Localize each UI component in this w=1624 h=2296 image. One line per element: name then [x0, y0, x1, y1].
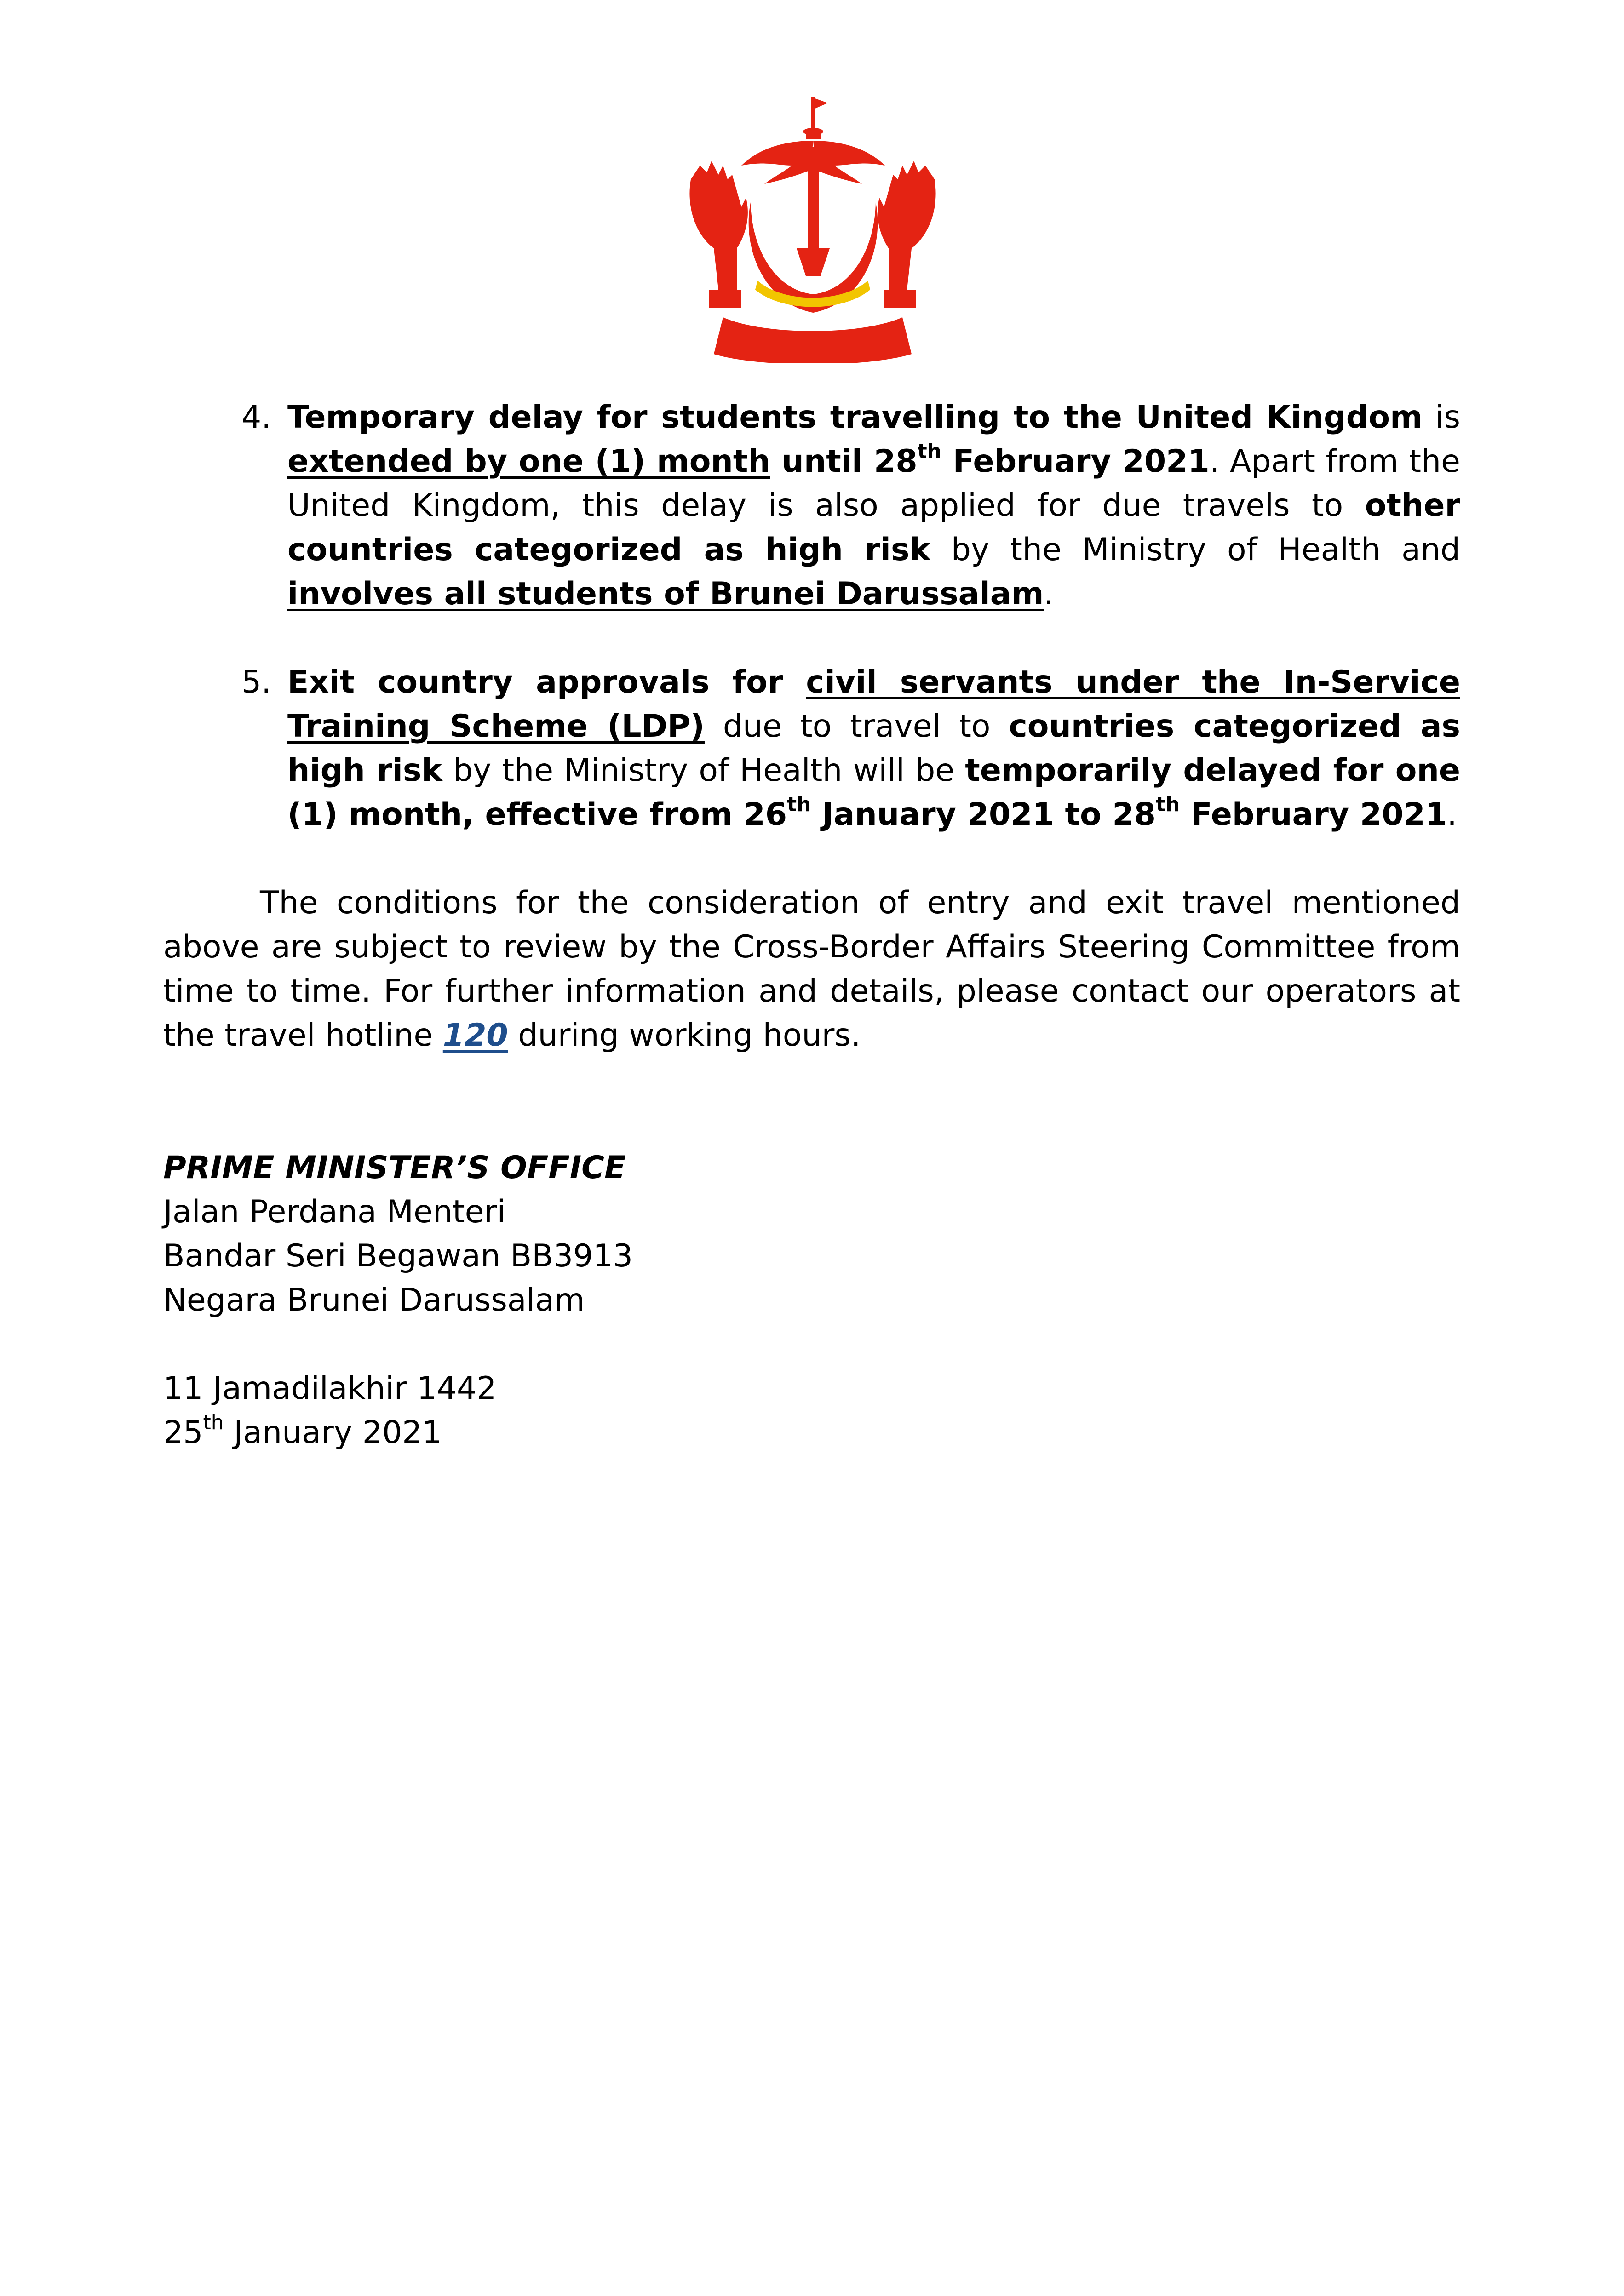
text-run: countries categorized as high risk	[287, 708, 1460, 789]
text-run: due to travel to	[704, 708, 1009, 744]
hijri-date: 11 Jamadilakhir 1442	[163, 1370, 497, 1407]
date-rest: January 2021	[224, 1414, 442, 1451]
text-run: other countries categorized as high risk	[287, 487, 1460, 568]
list-item-4	[163, 395, 1460, 616]
signature-block	[163, 1146, 1460, 1455]
text-run: extended by one (1) month	[287, 443, 770, 480]
text-run: February 2021	[941, 443, 1210, 480]
text-run: . Apart from the United Kingdom, this delay is also applied for due travels to	[287, 443, 1460, 524]
brunei-crest-emblem	[672, 97, 953, 363]
address-line: Negara Brunei Darussalam	[163, 1282, 585, 1318]
text-run: Exit country approvals for	[287, 664, 806, 700]
text-run: January 2021 to 28	[811, 796, 1156, 833]
text-run: until 28	[770, 443, 918, 480]
text-run: Temporary delay for students travelling to the United Kingdom	[287, 399, 1423, 435]
text-run: during working hours.	[508, 1017, 861, 1054]
ordinal-suffix: th	[1156, 793, 1180, 816]
text-run: The conditions for the consideration of entry and exit travel mentioned above are subject to review by the Cross-Border Affairs Steering Committee from time to time. For further information and details, please contact our operators at the travel hotline	[163, 885, 1460, 1054]
address-line: Jalan Perdana Menteri	[163, 1194, 506, 1230]
text-run: .	[1447, 796, 1457, 833]
text-run: temporarily delayed for one (1) month, effective from 26	[287, 752, 1460, 833]
text-run: by the Ministry of Health and	[930, 532, 1460, 568]
ordinal-suffix: th	[787, 793, 811, 816]
office-name: PRIME MINISTER’S OFFICE	[163, 1150, 626, 1186]
list-number: 5.	[241, 664, 271, 700]
date-day: 25	[163, 1414, 203, 1451]
text-run: civil servants under the In-Service Training Scheme (LDP)	[287, 664, 1460, 744]
hotline-link[interactable]: 120	[442, 1017, 508, 1054]
text-run: involves all students of Brunei Darussalam	[287, 576, 1044, 612]
document-body	[163, 395, 1460, 1455]
list-item-5	[163, 660, 1460, 837]
list-number: 4.	[241, 399, 271, 435]
address-line: Bandar Seri Begawan BB3913	[163, 1238, 633, 1274]
text-run: February 2021	[1180, 796, 1447, 833]
closing-paragraph	[163, 881, 1460, 1058]
text-run: by the Ministry of Health will be	[442, 752, 965, 789]
text-run: is	[1422, 399, 1460, 435]
ordinal-suffix: th	[203, 1411, 224, 1434]
ordinal-suffix: th	[917, 440, 941, 463]
text-run: .	[1044, 576, 1054, 612]
gregorian-date	[163, 1411, 1460, 1455]
